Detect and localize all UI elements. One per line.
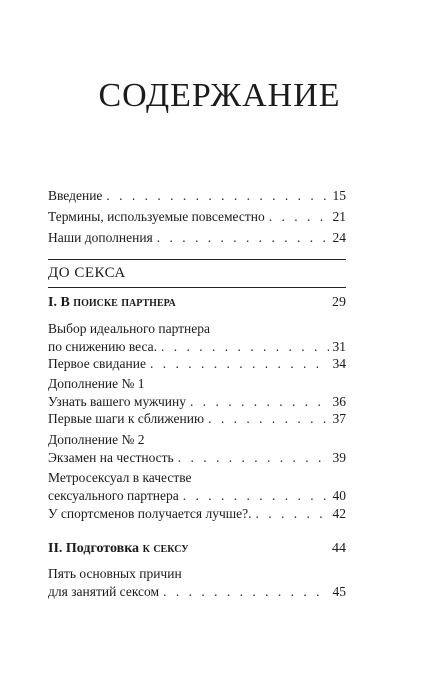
entry-text: Термины, используемые повсеместно	[48, 209, 265, 224]
page-title: СОДЕРЖАНИЕ	[98, 77, 341, 114]
entry-page: 42	[332, 506, 346, 521]
entry-page: 40	[332, 488, 346, 503]
toc-entry-terms[interactable]	[48, 208, 346, 226]
entry-page: 45	[332, 584, 346, 599]
chapter-title	[48, 295, 176, 311]
leader-dots	[150, 355, 329, 373]
leader-dots	[269, 208, 329, 226]
entry-page: 15	[332, 188, 346, 203]
toc-entry-addition-1[interactable]	[48, 375, 346, 411]
chapter-heading-1[interactable]	[48, 295, 346, 311]
leader-dots	[178, 449, 329, 467]
leader-dots	[157, 229, 329, 247]
entry-page: 31	[332, 339, 346, 354]
entry-text-line1: Выбор идеального партнера	[48, 321, 211, 336]
toc-entry-intro[interactable]	[48, 187, 346, 205]
entry-text-line1: Дополнение № 1	[48, 376, 145, 391]
chapter-page: 44	[332, 541, 346, 556]
toc-entry-additions[interactable]	[48, 229, 346, 247]
entry-text: Первое свидание	[48, 356, 146, 371]
entry-text-line2: для занятий сексом	[48, 584, 160, 599]
entry-page: 21	[332, 209, 346, 224]
entry-text-line1: Дополнение № 2	[48, 432, 145, 447]
entry-page: 39	[332, 450, 346, 465]
entry-text: Введение	[48, 188, 103, 203]
leader-dots	[208, 410, 328, 428]
chapter-title-rest: к сексу	[142, 541, 189, 556]
entry-page: 37	[332, 411, 346, 426]
entry-text: Наши дополнения	[48, 230, 153, 245]
entry-text-line1: Метросексуал в качестве	[48, 470, 192, 485]
toc-entry-first-date[interactable]	[48, 355, 346, 373]
entry-text-line2: по снижению веса.	[48, 339, 157, 354]
chapter-title-main: Подготовка	[65, 541, 140, 556]
entry-text-line2: Экзамен на честность	[48, 450, 174, 465]
leader-dots	[256, 505, 329, 523]
entry-text-line2: Узнать вашего мужчину	[48, 394, 186, 409]
chapter-number: I.	[48, 295, 57, 310]
toc-entry-five-reasons[interactable]	[48, 565, 346, 601]
leader-dots	[161, 338, 329, 356]
leader-dots	[183, 487, 329, 505]
entry-text-line1: Пять основных причин	[48, 566, 182, 581]
toc-entry-addition-2[interactable]	[48, 431, 346, 467]
section-rule-bottom	[48, 287, 346, 288]
entry-page: 24	[332, 230, 346, 245]
toc-entry-athletes[interactable]	[48, 505, 346, 523]
chapter-title-rest: поиске партнера	[73, 295, 176, 310]
chapter-heading-2[interactable]	[48, 541, 346, 557]
chapter-title-main: В	[60, 295, 70, 310]
section-title: ДО СЕКСА	[48, 265, 126, 281]
chapter-page: 29	[332, 295, 346, 310]
leader-dots	[106, 187, 328, 205]
toc-entry-first-steps[interactable]	[48, 410, 346, 428]
chapter-number: II.	[48, 541, 63, 556]
entry-page: 36	[332, 394, 346, 409]
leader-dots	[190, 393, 329, 411]
toc-entry-metrosexual[interactable]	[48, 469, 346, 505]
section-rule-top	[48, 259, 346, 260]
section-header	[48, 259, 346, 289]
entry-text: Первые шаги к сближению	[48, 411, 205, 426]
toc-entry-ideal-partner[interactable]	[48, 320, 346, 356]
chapter-title	[48, 541, 189, 557]
entry-page: 34	[332, 356, 346, 371]
entry-text-line2: сексуального партнера	[48, 488, 179, 503]
leader-dots	[163, 583, 328, 601]
entry-text: У спортсменов получается лучше?.	[48, 506, 252, 521]
